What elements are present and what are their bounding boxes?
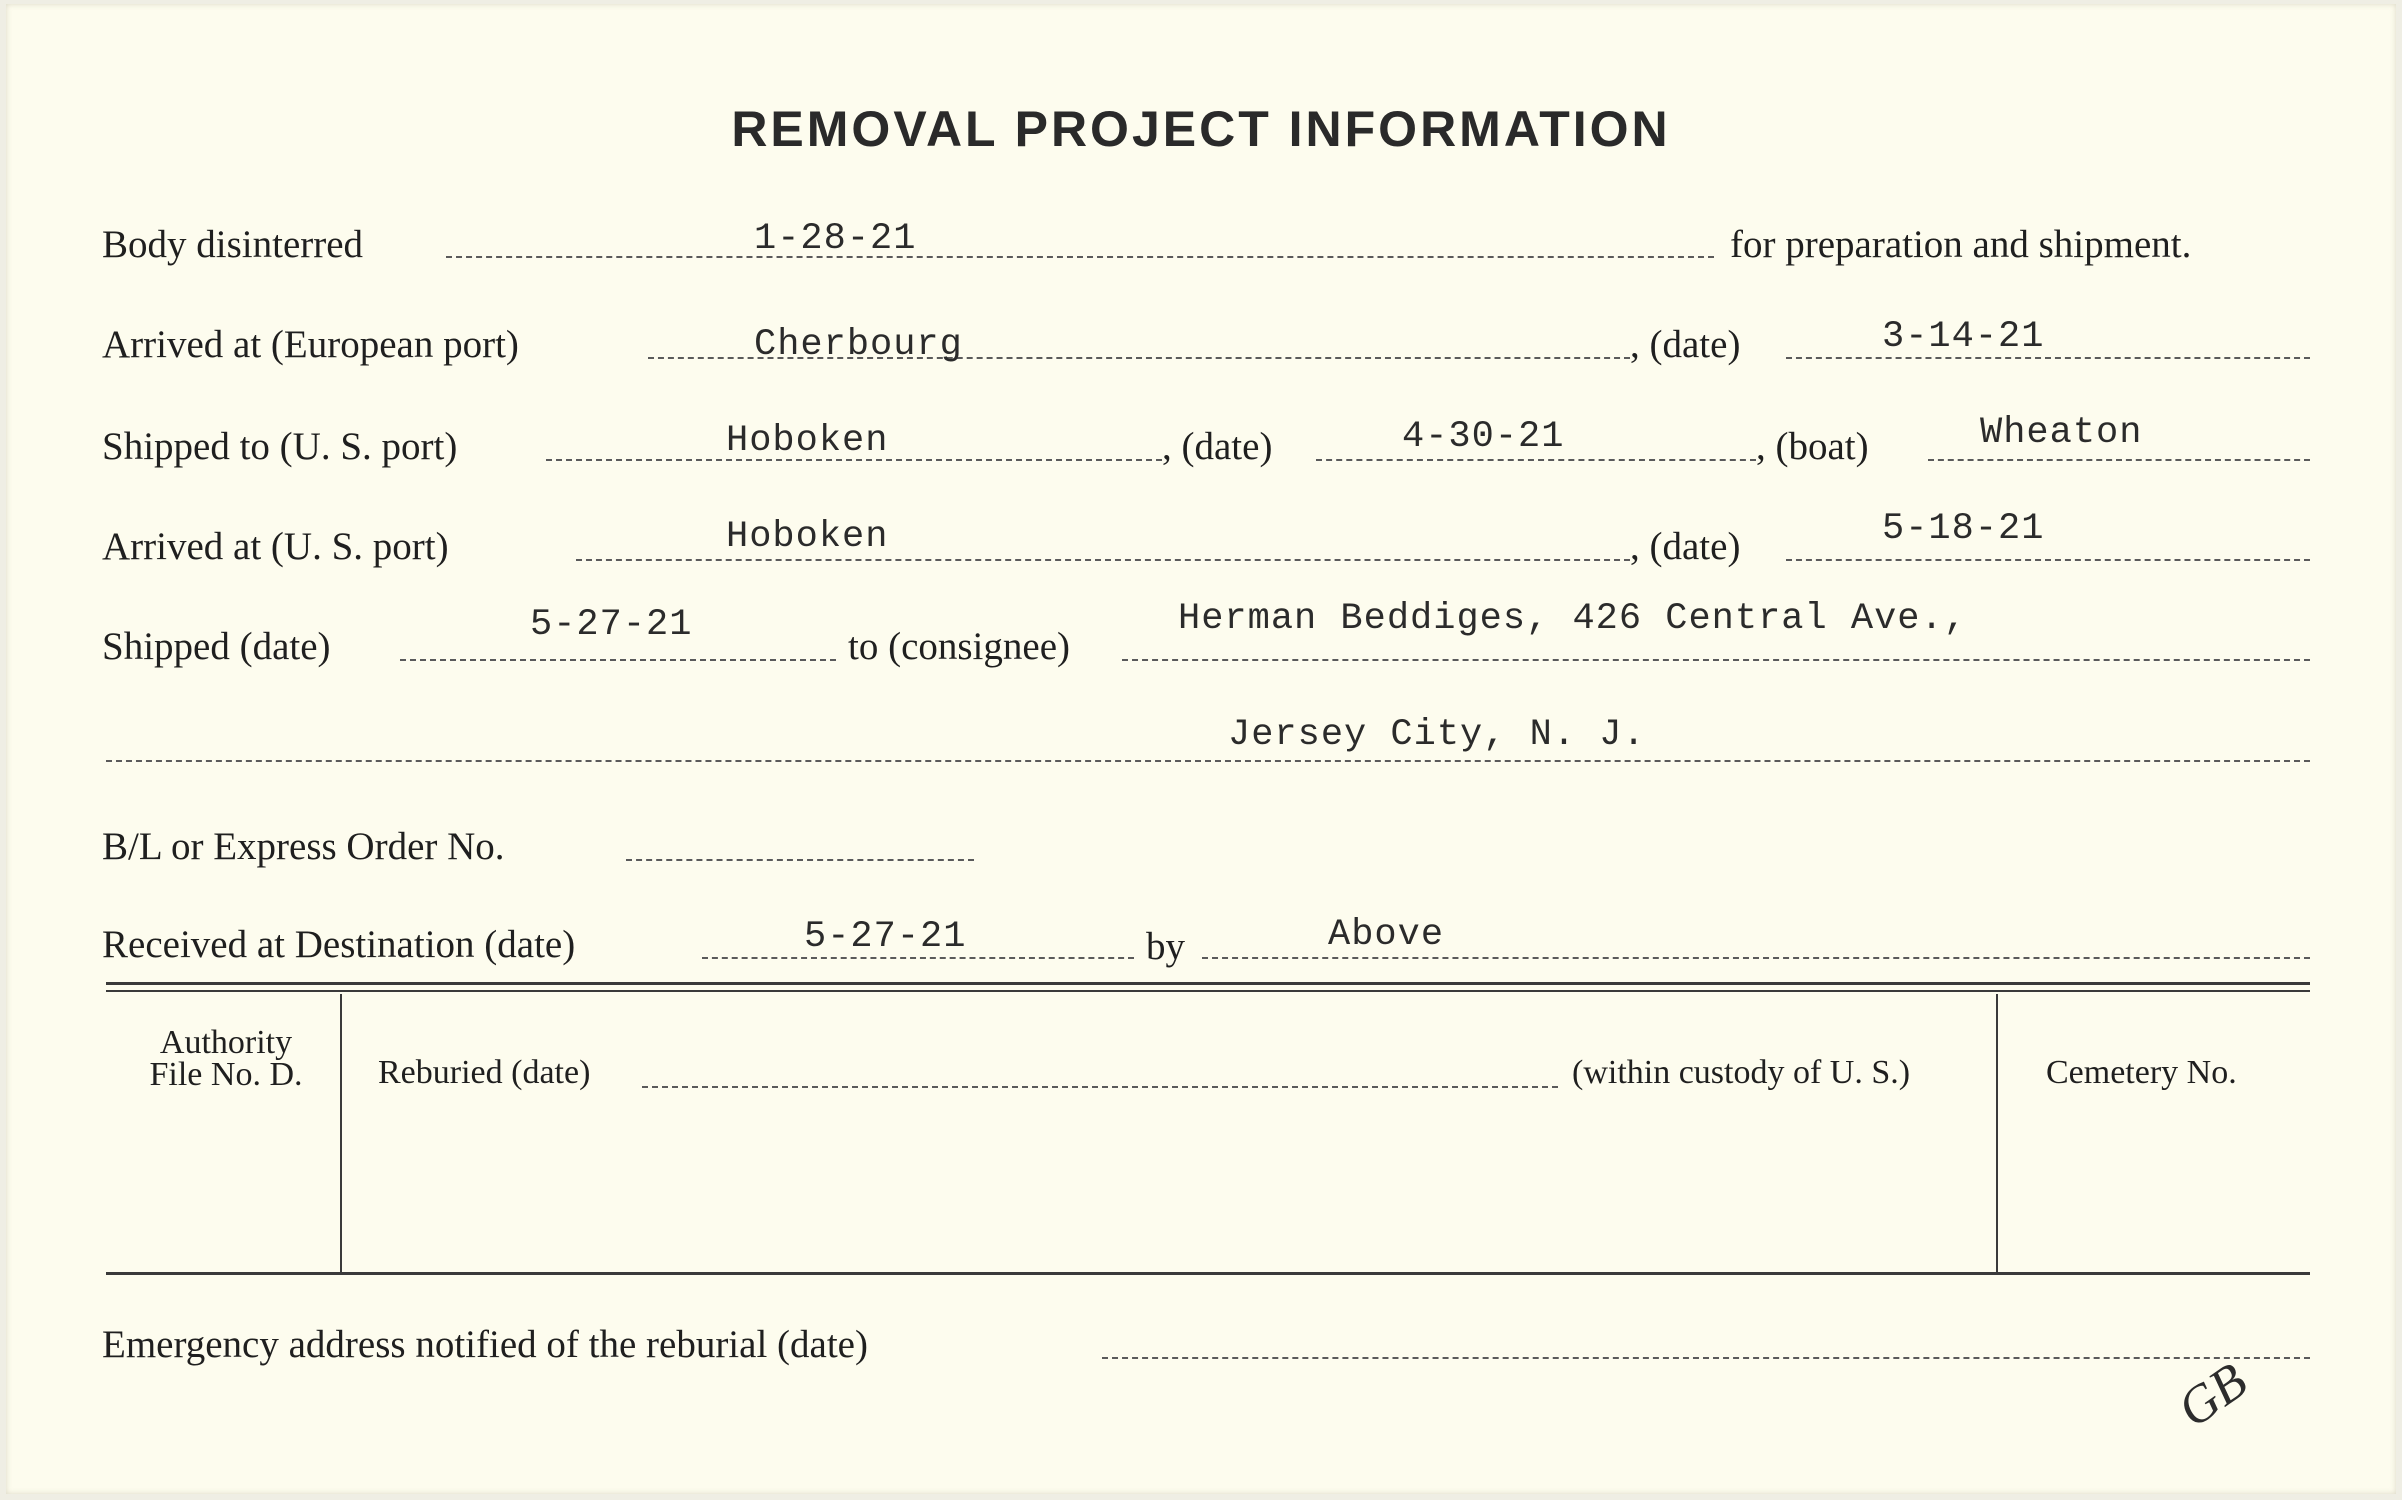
authority-label-line1: Authority [159,1024,293,1061]
consignee-continuation-line [106,760,2310,762]
arrived-european-port-label: Arrived at (European port) [102,323,519,366]
received-by-value: Above [1328,914,1445,956]
table-top-rule-2 [106,990,2310,992]
table-divider-left [340,994,342,1272]
table-divider-right [1996,994,1998,1272]
reburied-label: Reburied (date) [378,1054,591,1091]
reburied-line [642,1086,1558,1088]
shipped-us-boat-label: , (boat) [1756,425,1869,468]
consignee-value-line1: Herman Beddiges, 426 Central Ave., [1178,598,1967,640]
received-by-line [1202,957,2310,959]
shipped-date-value: 5-27-21 [530,604,693,646]
bl-express-order-label: B/L or Express Order No. [102,825,505,868]
shipped-us-date-value: 4-30-21 [1402,416,1565,458]
arrived-us-date-label: , (date) [1630,525,1741,568]
table-bottom-rule [106,1272,2310,1275]
arrived-us-port-label: Arrived at (U. S. port) [102,525,449,568]
body-disinterred-suffix: for preparation and shipment. [1730,223,2192,266]
shipped-us-boat-line [1928,459,2310,461]
handwritten-initials: GB [2167,1352,2258,1439]
record-card [6,4,2396,1494]
received-destination-label: Received at Destination (date) [102,923,576,966]
received-date-value: 5-27-21 [804,916,967,958]
arrived-us-port-value: Hoboken [726,516,889,558]
arrived-us-port-line [576,559,1630,561]
shipped-us-port-label: Shipped to (U. S. port) [102,425,458,468]
arrived-us-date-value: 5-18-21 [1882,508,2045,550]
emergency-address-line [1102,1357,2310,1359]
arrived-european-date-value: 3-14-21 [1882,316,2045,358]
shipped-us-date-label: , (date) [1162,425,1273,468]
arrived-european-date-line [1786,357,2310,359]
shipped-us-boat-value: Wheaton [1980,412,2143,454]
shipped-date-label: Shipped (date) [102,625,331,668]
arrived-us-date-line [1786,559,2310,561]
arrived-european-date-label: , (date) [1630,323,1741,366]
cemetery-label: Cemetery No. [2046,1054,2237,1091]
table-top-rule-1 [106,982,2310,985]
consignee-line [1122,659,2310,661]
shipped-us-port-value: Hoboken [726,420,889,462]
body-disinterred-value: 1-28-21 [754,218,917,260]
emergency-address-label: Emergency address notified of the reburial (date) [102,1323,868,1366]
card-title: REMOVAL PROJECT INFORMATION [731,101,1671,157]
body-disinterred-label: Body disinterred [102,223,364,266]
consignee-value-line2: Jersey City, N. J. [1228,714,1646,756]
shipped-date-line [400,659,836,661]
authority-label-line2: File No. D. [149,1056,303,1093]
shipped-us-date-line [1316,459,1756,461]
received-by-label: by [1146,925,1185,968]
body-disinterred-line [446,256,1714,258]
consignee-label: to (consignee) [848,625,1071,668]
bl-express-order-line [626,859,974,861]
custody-label: (within custody of U. S.) [1572,1054,1911,1091]
arrived-european-port-value: Cherbourg [754,324,963,366]
